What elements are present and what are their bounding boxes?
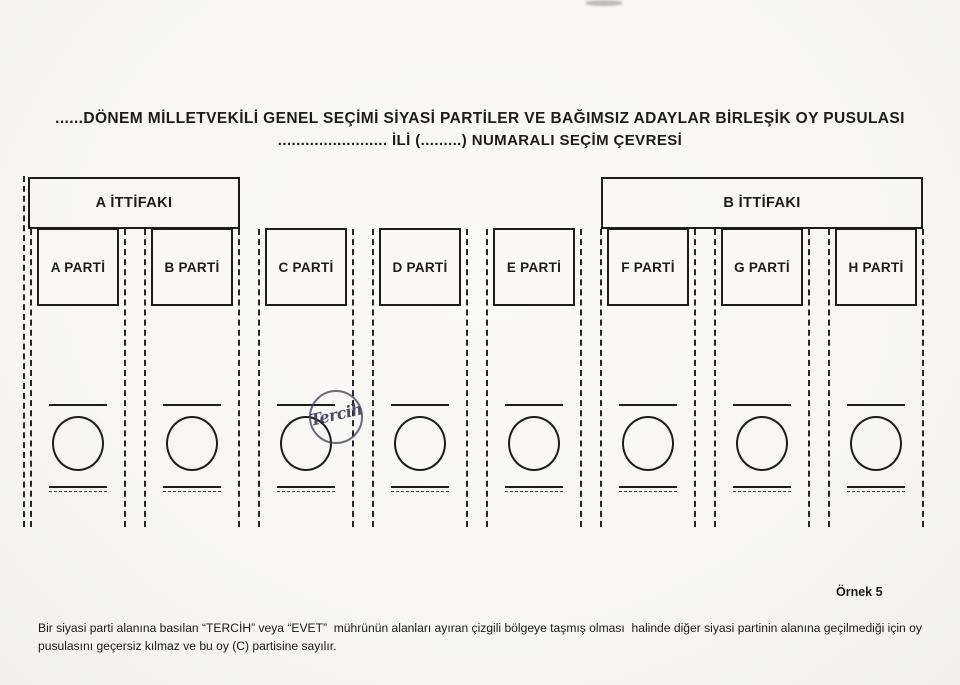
party-name-box: [151, 228, 233, 306]
vote-circle: [850, 416, 902, 471]
party-name-box: [379, 228, 461, 306]
party-column: [828, 229, 924, 527]
stamp-area-bottom-line: [49, 486, 107, 488]
party-column: [144, 229, 240, 527]
alliance-a-box: [28, 177, 240, 229]
ballot-subtitle: ........................ İLİ (.........) NUMARALI SEÇİM ÇEVRESİ: [277, 132, 683, 149]
party-name-label: E PARTİ: [506, 259, 562, 275]
stamp-area-bottom-dashes: [847, 491, 905, 492]
stamp-area-bottom-line: [847, 486, 905, 488]
party-column: [600, 229, 696, 527]
stamp-area-bottom-dashes: [505, 491, 563, 492]
stamp-area-top-line: [847, 404, 905, 406]
party-name-label: F PARTİ: [621, 259, 675, 275]
vote-circle: [394, 416, 446, 471]
party-name-box: [493, 228, 575, 306]
vote-circle: [736, 416, 788, 471]
party-name-label: C PARTİ: [278, 259, 334, 275]
stamp-area-bottom-dashes: [49, 491, 107, 492]
party-column: [372, 229, 468, 527]
footnote-line-2: pusulasını geçersiz kılmaz ve bu oy (C) partisine sayılır.: [38, 639, 337, 653]
party-name-box: [607, 228, 689, 306]
footnote-line-1: Bir siyasi parti alanına basılan “TERCİH” veya “EVET” mührünün alanları ayıran çizgili bölgeye taşmış olması halinde diğer siyasi partinin alanına geçilmediği için oy: [38, 621, 922, 635]
alliance-b-box: [601, 177, 923, 229]
party-name-label: B PARTİ: [164, 259, 220, 275]
stamp-area-bottom-dashes: [391, 491, 449, 492]
stamp-area-top-line: [505, 404, 563, 406]
party-column: [486, 229, 582, 527]
party-name-box: [265, 228, 347, 306]
party-name-label: D PARTİ: [392, 259, 448, 275]
tercih-stamp: [309, 390, 363, 444]
stamp-area-bottom-line: [277, 486, 335, 488]
stamp-area-bottom-line: [619, 486, 677, 488]
outer-dashed-boundary: [23, 176, 25, 527]
alliance-a-label: A İTTİFAKI: [95, 195, 173, 211]
vote-circle: [622, 416, 674, 471]
alliance-b-label: B İTTİFAKI: [723, 195, 801, 211]
vote-circle: [166, 416, 218, 471]
party-name-box: [721, 228, 803, 306]
ballot-title: ......DÖNEM MİLLETVEKİLİ GENEL SEÇİMİ SİYASİ PARTİLER VE BAĞIMSIZ ADAYLAR BİRLEŞİK OY PUSULASI: [55, 110, 905, 127]
party-name-label: G PARTİ: [734, 259, 790, 275]
stamp-area-bottom-line: [733, 486, 791, 488]
example-number-label: Örnek 5: [836, 585, 883, 599]
stamp-area-top-line: [391, 404, 449, 406]
stamp-area-bottom-dashes: [163, 491, 221, 492]
stamp-area-bottom-dashes: [277, 491, 335, 492]
stamp-area-top-line: [49, 404, 107, 406]
stamp-area-top-line: [163, 404, 221, 406]
stamp-area-bottom-line: [391, 486, 449, 488]
party-name-box: [835, 228, 917, 306]
party-name-box: [37, 228, 119, 306]
party-name-label: A PARTİ: [50, 259, 106, 275]
tercih-stamp-text: Tercih: [307, 399, 365, 430]
stamp-area-top-line: [733, 404, 791, 406]
stamp-area-bottom-dashes: [733, 491, 791, 492]
party-name-label: H PARTİ: [848, 259, 904, 275]
stamp-area-top-line: [619, 404, 677, 406]
party-column: [30, 229, 126, 527]
stamp-area-bottom-line: [505, 486, 563, 488]
party-column: [258, 229, 354, 527]
vote-circle: [508, 416, 560, 471]
party-column: [714, 229, 810, 527]
stamp-area-bottom-dashes: [619, 491, 677, 492]
stamp-area-bottom-line: [163, 486, 221, 488]
vote-circle: [52, 416, 104, 471]
footnote: [38, 619, 948, 655]
